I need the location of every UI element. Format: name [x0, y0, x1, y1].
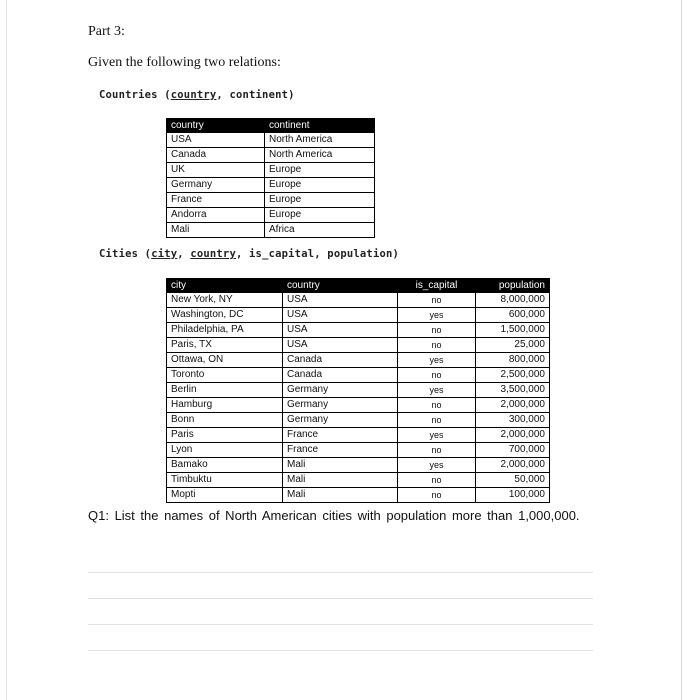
table-cell: Germany: [167, 178, 265, 193]
answer-line: [88, 572, 593, 573]
table-cell: Germany: [283, 398, 398, 413]
table-cell: Paris, TX: [167, 338, 283, 353]
table-cell: 1,500,000: [476, 323, 550, 338]
table-cell: no: [398, 368, 476, 383]
table-cell: 2,000,000: [476, 458, 550, 473]
table-cell: New York, NY: [167, 293, 283, 308]
table-row: [167, 383, 550, 398]
table-cell: Lyon: [167, 443, 283, 458]
table-cell: Mali: [283, 488, 398, 503]
table-cell: no: [398, 413, 476, 428]
key-attribute: city: [151, 248, 178, 260]
relation-name: Cities: [99, 248, 139, 260]
table-cell: Canada: [167, 148, 265, 163]
table-cell: North America: [265, 148, 375, 163]
table-cell: Mali: [283, 458, 398, 473]
table-cell: yes: [398, 353, 476, 368]
page-edge-left: [6, 0, 7, 700]
table-row: [167, 398, 550, 413]
column-header: country: [167, 119, 265, 134]
attribute: continent: [229, 89, 289, 101]
table-cell: Hamburg: [167, 398, 283, 413]
table-row: [167, 293, 550, 308]
relation-name: Countries: [99, 89, 158, 101]
table-cell: UK: [167, 163, 265, 178]
table-cell: France: [283, 428, 398, 443]
table-cell: 2,000,000: [476, 428, 550, 443]
question-q1: Q1: List the names of North American cities with population more than 1,000,000.: [88, 508, 580, 523]
countries-table: [166, 118, 375, 238]
table-row: [167, 323, 550, 338]
table-cell: 100,000: [476, 488, 550, 503]
table-cell: USA: [283, 308, 398, 323]
table-cell: yes: [398, 428, 476, 443]
table-row: [167, 148, 375, 163]
table-cell: USA: [283, 293, 398, 308]
table-row: [167, 428, 550, 443]
table-cell: USA: [283, 338, 398, 353]
table-cell: Germany: [283, 413, 398, 428]
table-cell: no: [398, 398, 476, 413]
answer-line: [88, 650, 593, 651]
column-header: continent: [265, 119, 375, 134]
table-row: [167, 353, 550, 368]
table-cell: no: [398, 473, 476, 488]
table-cell: France: [283, 443, 398, 458]
column-header: is_capital: [398, 279, 476, 294]
page-edge-right: [681, 0, 682, 700]
table-cell: North America: [265, 133, 375, 148]
table-cell: 800,000: [476, 353, 550, 368]
answer-line: [88, 598, 593, 599]
table-cell: Ottawa, ON: [167, 353, 283, 368]
part-title: Part 3:: [88, 24, 125, 39]
table-cell: 2,500,000: [476, 368, 550, 383]
table-cell: Toronto: [167, 368, 283, 383]
column-header: population: [476, 279, 550, 294]
key-attribute: country: [170, 89, 217, 101]
table-cell: Europe: [265, 208, 375, 223]
table-cell: Mali: [283, 473, 398, 488]
table-row: [167, 458, 550, 473]
table-row: [167, 178, 375, 193]
attribute: is_capital: [249, 248, 315, 260]
table-cell: Germany: [283, 383, 398, 398]
table-row: [167, 413, 550, 428]
table-cell: Africa: [265, 223, 375, 238]
table-cell: yes: [398, 308, 476, 323]
table-cell: 2,000,000: [476, 398, 550, 413]
table-row: [167, 193, 375, 208]
table-header-row: [167, 119, 375, 134]
column-header: country: [283, 279, 398, 294]
cities-schema: Cities (city, country, is_capital, population): [99, 248, 400, 260]
intro-text: Given the following two relations:: [88, 55, 281, 70]
table-cell: 25,000: [476, 338, 550, 353]
table-cell: 700,000: [476, 443, 550, 458]
column-header: city: [167, 279, 283, 294]
table-cell: 600,000: [476, 308, 550, 323]
table-cell: 50,000: [476, 473, 550, 488]
table-cell: Canada: [283, 353, 398, 368]
table-cell: yes: [398, 383, 476, 398]
table-row: [167, 488, 550, 503]
table-cell: yes: [398, 458, 476, 473]
table-cell: Philadelphia, PA: [167, 323, 283, 338]
table-cell: Bonn: [167, 413, 283, 428]
table-row: [167, 223, 375, 238]
countries-schema: Countries (country, continent): [99, 89, 295, 101]
table-cell: 8,000,000: [476, 293, 550, 308]
table-cell: Europe: [265, 163, 375, 178]
table-cell: Canada: [283, 368, 398, 383]
table-cell: Europe: [265, 178, 375, 193]
key-attribute: country: [190, 248, 236, 260]
table-cell: no: [398, 338, 476, 353]
table-row: [167, 208, 375, 223]
table-cell: France: [167, 193, 265, 208]
table-cell: Andorra: [167, 208, 265, 223]
table-cell: Bamako: [167, 458, 283, 473]
table-cell: Washington, DC: [167, 308, 283, 323]
table-row: [167, 473, 550, 488]
table-cell: 3,500,000: [476, 383, 550, 398]
table-cell: Berlin: [167, 383, 283, 398]
table-cell: Mopti: [171, 489, 196, 500]
attribute: population: [327, 248, 393, 260]
table-row: [167, 308, 550, 323]
table-header-row: [167, 279, 550, 294]
table-row: [167, 163, 375, 178]
answer-line: [88, 624, 593, 625]
table-cell: Timbuktu: [167, 473, 283, 488]
cities-table: [166, 278, 550, 503]
table-cell: Paris: [167, 428, 283, 443]
table-row: [167, 443, 550, 458]
table-cell: Mali: [171, 224, 190, 235]
table-cell: USA: [283, 323, 398, 338]
table-cell: 300,000: [476, 413, 550, 428]
table-cell: no: [398, 323, 476, 338]
table-cell: USA: [167, 133, 265, 148]
table-row: [167, 368, 550, 383]
table-row: [167, 133, 375, 148]
table-cell: Europe: [265, 193, 375, 208]
table-cell: no: [398, 488, 476, 503]
table-cell: no: [398, 293, 476, 308]
table-row: [167, 338, 550, 353]
table-cell: no: [398, 443, 476, 458]
